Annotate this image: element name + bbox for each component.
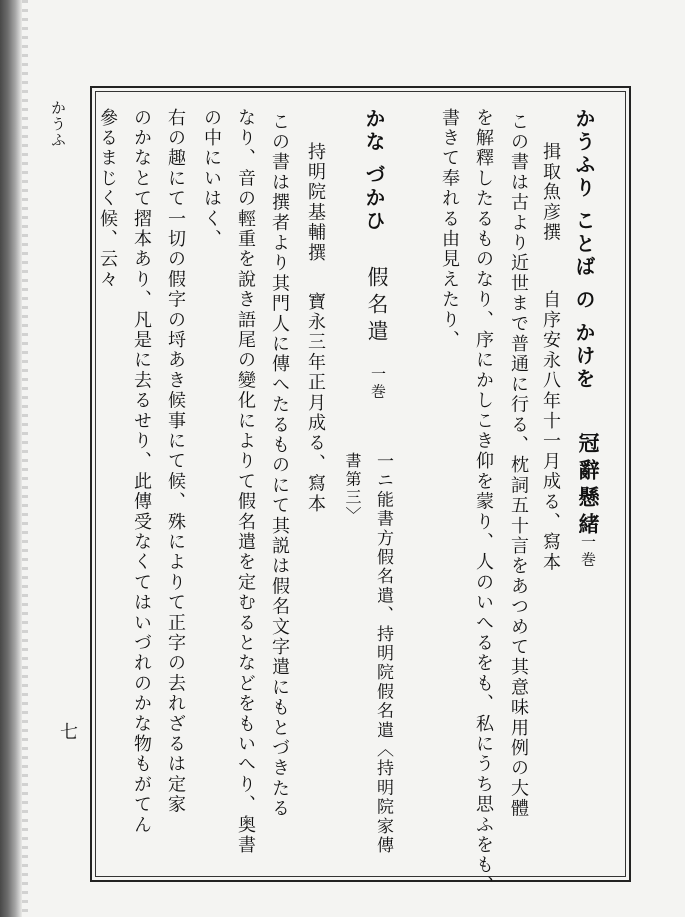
page-number: 七 [57,722,78,743]
entry-2-body-line-6: 參るまじく候、云々 [97,108,118,290]
entry-2-note-line-1: 一ニ能書方假名遣、持明院假名遣〈持明院家傳 [373,452,393,856]
entry-2-note-line-2: 書第三〉 [343,452,362,525]
book-spine-shadow [0,0,22,917]
entry-1-body-line-2: を解釋したるものなり、序にかしこき仰を蒙り、人のいへるをも、私にうち思ふをも、 [473,108,494,896]
entry-1-body-line-1: この書は古より近世まで普通に行る、枕詞五十言をあつめて其意味用例の大體 [508,112,529,819]
running-head: かうふ [49,100,67,148]
entry-1-date-note: 自序安永八年十一月成る、寫本 [540,290,561,573]
entry-2-body-line-2: なり、音の輕重を說き語尾の變化によりて假名遣を定むるとなどをもいへり、奥書 [235,108,256,856]
entry-1-volumes: 一巻 [579,534,597,569]
entry-1-author: 揖取魚彦撰 [540,142,561,243]
entry-2-author: 持明院基輔撰 [305,142,326,264]
entry-1-title: かうふり ことば の かけを [572,108,596,391]
page-edge-texture [22,0,28,917]
entry-1-body-line-3: 書きて奉れる由見えたり、 [439,108,460,351]
entry-2-body-line-4: 右の趣にて一切の假字の埒あき候事にて候、殊によりて正字の去れざるは定家 [165,108,186,815]
entry-2-kanji-title: 假名遣 [365,266,389,347]
entry-2-date-note: 寶永三年正月成る、寫本 [305,292,326,515]
entry-1-kanji-title: 冠辭懸緒 [576,432,601,540]
entry-2-body-line-3: の中にいはく、 [201,108,222,250]
entry-2-body-line-1: この書は撰者より其門人に傳へたるものにて其説は假名文字遣にもとづきたる [269,112,290,819]
entry-2-volumes: 一巻 [369,366,387,401]
entry-2-title: かな づかひ [362,108,386,233]
entry-2-body-line-5: のかなとて摺本あり、凡是に去るせり、此傳受なくてはいづれのかな物もがてん [131,108,152,836]
